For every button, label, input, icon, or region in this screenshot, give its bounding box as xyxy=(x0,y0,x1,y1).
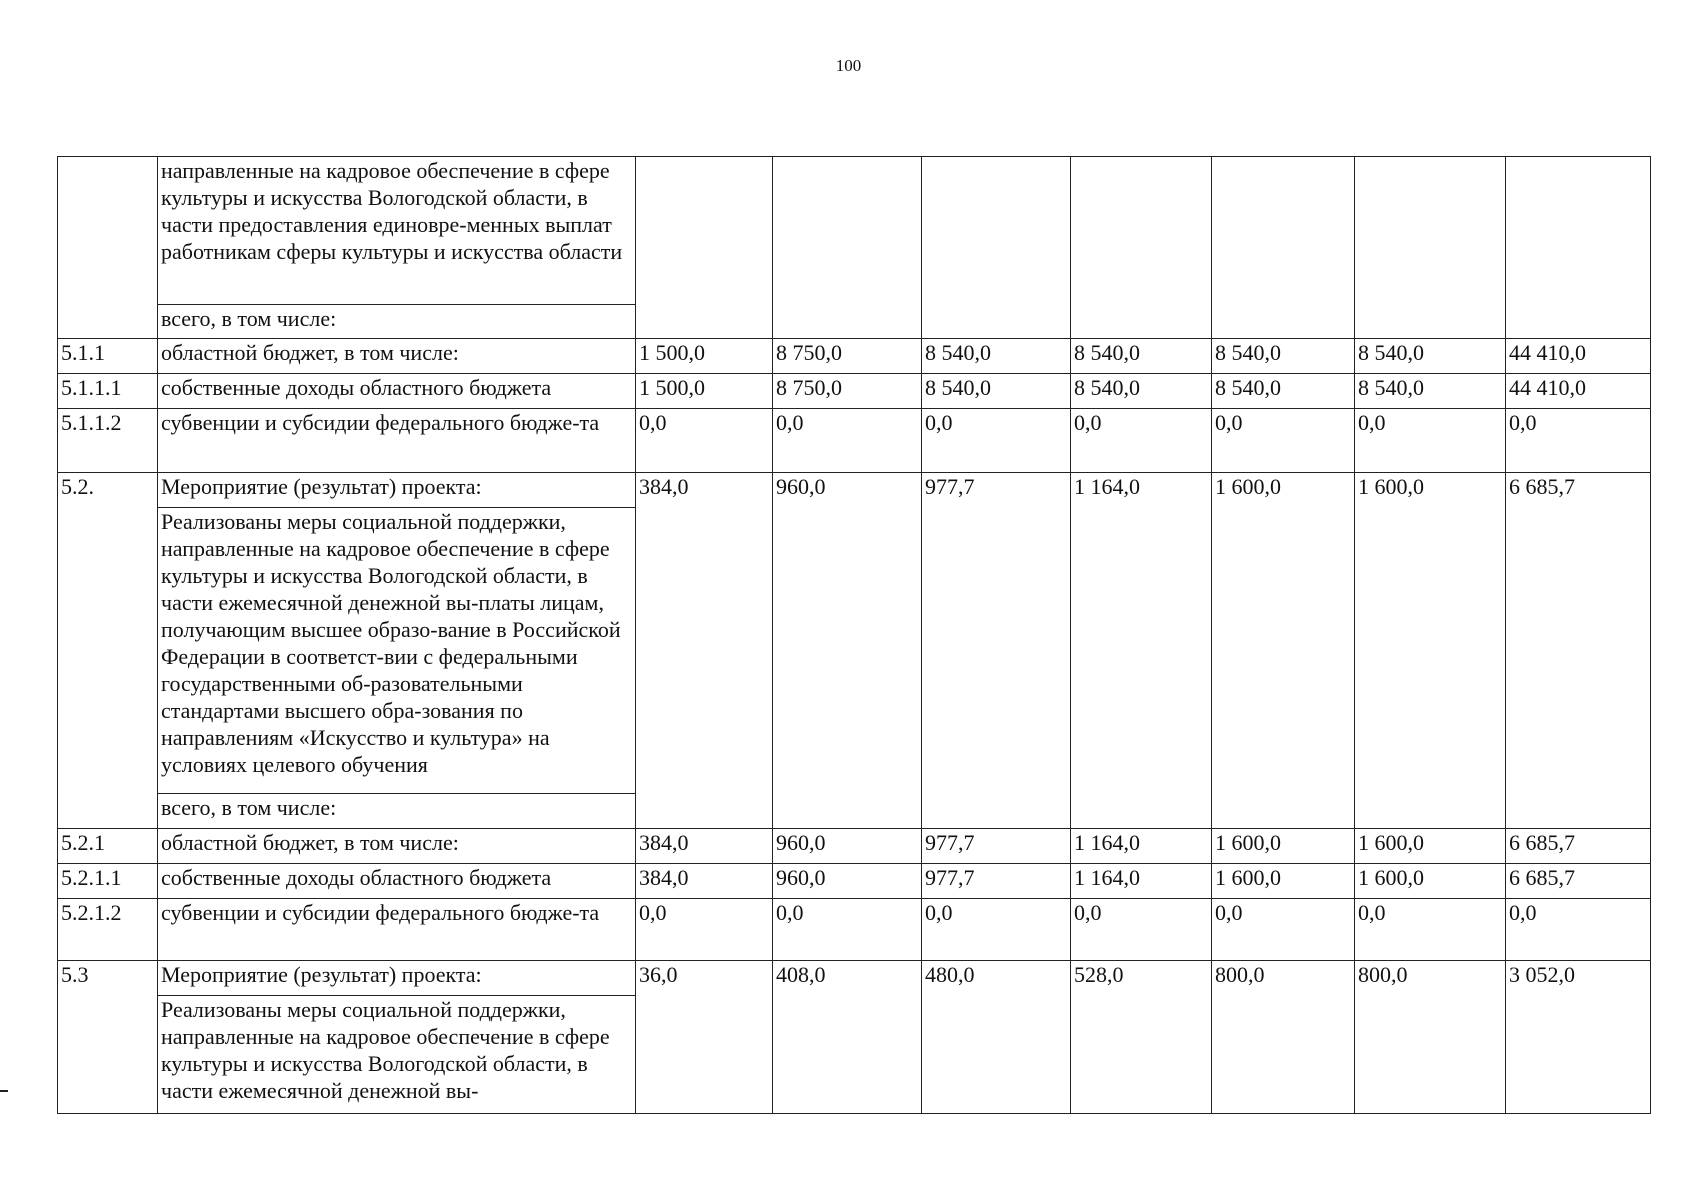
value-cell: 0,0 xyxy=(1071,409,1212,473)
value-cell: 0,0 xyxy=(1355,409,1506,473)
value-cell: 480,0 xyxy=(922,961,1071,1114)
value-cell: 0,0 xyxy=(773,409,922,473)
row-name: направленные на кадровое обеспечение в сфере культуры и искусства Вологодской области, в части предоставления единовре-менных выплат работникам сферы культуры и искусства области xyxy=(158,157,636,305)
scan-edge-mark xyxy=(0,1090,8,1092)
value-cell: 0,0 xyxy=(636,409,773,473)
table-row xyxy=(58,374,1651,409)
table-row xyxy=(58,864,1651,899)
value-cell: 0,0 xyxy=(1071,899,1212,961)
row-name: собственные доходы областного бюджета xyxy=(158,864,636,899)
value-cell xyxy=(1212,157,1355,339)
value-cell: 1 600,0 xyxy=(1212,829,1355,864)
value-cell: 8 750,0 xyxy=(773,374,922,409)
value-cell: 960,0 xyxy=(773,829,922,864)
value-cell: 8 540,0 xyxy=(1355,374,1506,409)
value-cell: 8 540,0 xyxy=(1355,339,1506,374)
value-cell: 1 600,0 xyxy=(1212,473,1355,829)
value-cell: 0,0 xyxy=(1212,409,1355,473)
row-code: 5.2.1.1 xyxy=(58,864,158,899)
value-cell: 8 540,0 xyxy=(1212,339,1355,374)
value-cell: 800,0 xyxy=(1212,961,1355,1114)
value-cell: 6 685,7 xyxy=(1506,864,1651,899)
value-cell xyxy=(1506,157,1651,339)
row-code: 5.3 xyxy=(58,961,158,1114)
value-cell: 0,0 xyxy=(1212,899,1355,961)
value-cell: 977,7 xyxy=(922,864,1071,899)
value-cell: 960,0 xyxy=(773,864,922,899)
row-code: 5.1.1 xyxy=(58,339,158,374)
value-cell: 0,0 xyxy=(636,899,773,961)
value-cell: 8 540,0 xyxy=(1071,339,1212,374)
value-cell: 1 600,0 xyxy=(1212,864,1355,899)
budget-table xyxy=(57,156,1651,1114)
value-cell: 1 164,0 xyxy=(1071,473,1212,829)
value-cell: 1 600,0 xyxy=(1355,829,1506,864)
value-cell: 3 052,0 xyxy=(1506,961,1651,1114)
row-name: субвенции и субсидии федерального бюдже-та xyxy=(158,899,636,961)
value-cell: 6 685,7 xyxy=(1506,829,1651,864)
value-cell: 0,0 xyxy=(1506,899,1651,961)
row-code: 5.1.1.1 xyxy=(58,374,158,409)
value-cell xyxy=(922,157,1071,339)
value-cell: 44 410,0 xyxy=(1506,374,1651,409)
table-row xyxy=(58,157,1651,305)
row-name: собственные доходы областного бюджета xyxy=(158,374,636,409)
value-cell: 8 540,0 xyxy=(1071,374,1212,409)
value-cell: 800,0 xyxy=(1355,961,1506,1114)
row-name: областной бюджет, в том числе: xyxy=(158,829,636,864)
row-code: 5.1.1.2 xyxy=(58,409,158,473)
value-cell: 44 410,0 xyxy=(1506,339,1651,374)
value-cell: 384,0 xyxy=(636,473,773,829)
value-cell xyxy=(773,157,922,339)
value-cell: 6 685,7 xyxy=(1506,473,1651,829)
value-cell: 0,0 xyxy=(773,899,922,961)
value-cell: 384,0 xyxy=(636,864,773,899)
value-cell: 1 500,0 xyxy=(636,339,773,374)
table-row xyxy=(58,473,1651,508)
row-name: Мероприятие (результат) проекта: xyxy=(158,961,636,996)
value-cell xyxy=(1071,157,1212,339)
row-code xyxy=(58,157,158,339)
row-name: Реализованы меры социальной поддержки, направленные на кадровое обеспечение в сфере культуры и искусства Вологодской области, в части ежемесячной денежной вы-платы лицам, получающим высшее образо-вание в Российской Федерации в соответст-вии с федеральными государственными об-разовательными стандартами высшего обра-зования по направлениям «Искусство и культура» на условиях целевого обучения xyxy=(158,508,636,794)
value-cell: 408,0 xyxy=(773,961,922,1114)
value-cell: 8 540,0 xyxy=(922,374,1071,409)
value-cell: 0,0 xyxy=(922,409,1071,473)
row-name: областной бюджет, в том числе: xyxy=(158,339,636,374)
value-cell: 1 600,0 xyxy=(1355,864,1506,899)
value-cell: 0,0 xyxy=(1506,409,1651,473)
table-row xyxy=(58,829,1651,864)
table-row xyxy=(58,961,1651,996)
row-code: 5.2. xyxy=(58,473,158,829)
value-cell: 0,0 xyxy=(1355,899,1506,961)
page-number: 100 xyxy=(835,56,862,75)
value-cell: 1 600,0 xyxy=(1355,473,1506,829)
row-code: 5.2.1 xyxy=(58,829,158,864)
table-row xyxy=(58,409,1651,473)
value-cell: 8 750,0 xyxy=(773,339,922,374)
row-code: 5.2.1.2 xyxy=(58,899,158,961)
value-cell: 1 500,0 xyxy=(636,374,773,409)
table-row xyxy=(58,899,1651,961)
value-cell: 977,7 xyxy=(922,829,1071,864)
value-cell xyxy=(636,157,773,339)
value-cell: 960,0 xyxy=(773,473,922,829)
value-cell: 528,0 xyxy=(1071,961,1212,1114)
row-name: субвенции и субсидии федерального бюдже-та xyxy=(158,409,636,473)
value-cell: 384,0 xyxy=(636,829,773,864)
row-name: Реализованы меры социальной поддержки, направленные на кадровое обеспечение в сфере культуры и искусства Вологодской области, в части ежемесячной денежной вы- xyxy=(158,996,636,1114)
row-name: всего, в том числе: xyxy=(158,305,636,339)
row-name: всего, в том числе: xyxy=(158,794,636,829)
value-cell: 1 164,0 xyxy=(1071,829,1212,864)
value-cell: 0,0 xyxy=(922,899,1071,961)
row-name: Мероприятие (результат) проекта: xyxy=(158,473,636,508)
value-cell: 8 540,0 xyxy=(922,339,1071,374)
value-cell xyxy=(1355,157,1506,339)
value-cell: 8 540,0 xyxy=(1212,374,1355,409)
value-cell: 1 164,0 xyxy=(1071,864,1212,899)
value-cell: 977,7 xyxy=(922,473,1071,829)
table-row xyxy=(58,339,1651,374)
value-cell: 36,0 xyxy=(636,961,773,1114)
